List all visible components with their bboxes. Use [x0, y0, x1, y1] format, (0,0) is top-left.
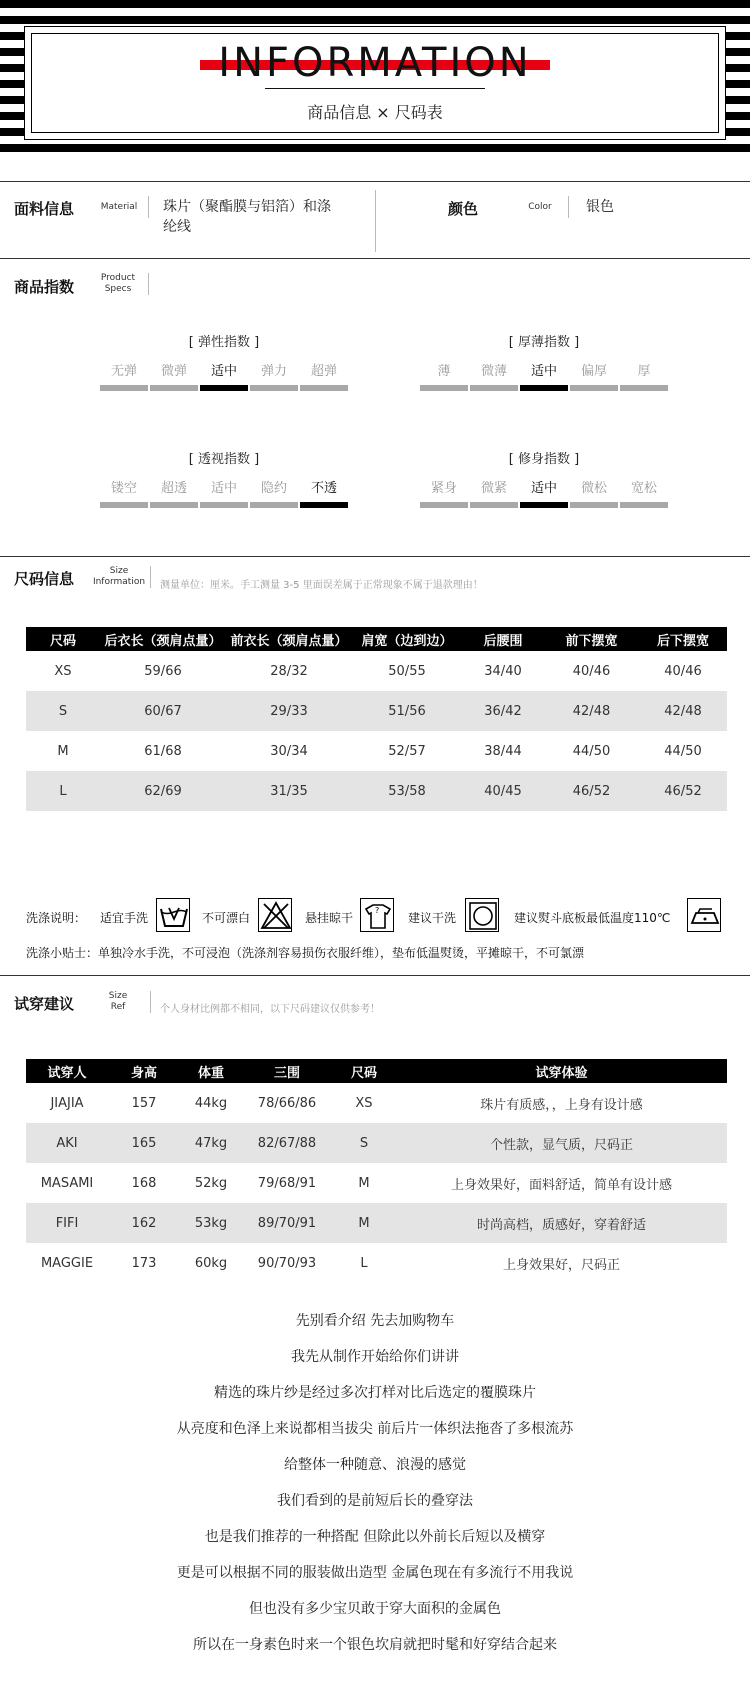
index-option — [520, 362, 568, 391]
table-header: 后衣长（颈肩点量） — [100, 627, 226, 651]
table-cell: AKI — [26, 1123, 108, 1163]
index-option-label: 适中 — [530, 481, 557, 496]
table-row — [26, 1163, 727, 1203]
table-cell: 上身效果好，尺码正 — [502, 1257, 620, 1273]
wash-tip: 洗涤小贴士：单独冷水手洗，不可浸泡（洗涤剂容易损伤衣服纤维），垫布低温熨烫，平摊晾干，不可氯漂 — [26, 946, 585, 960]
iron-icon — [687, 898, 721, 932]
index-option — [520, 479, 568, 508]
index-option-bar — [570, 385, 618, 391]
index-thickness — [420, 331, 670, 391]
table-cell: 珠片有质感，，上身有设计感 — [480, 1097, 643, 1113]
table-row — [26, 1123, 727, 1163]
table-header: 试穿体验 — [396, 1059, 727, 1083]
color-label: 颜色 — [448, 200, 479, 218]
table-cell: 34/40 — [484, 663, 522, 679]
table-cell: 个性款，显气质，尺码正 — [396, 1123, 727, 1163]
index-title: [ 弹性指数 ] — [188, 335, 260, 350]
table-cell: 44/50 — [572, 743, 611, 759]
hand-wash-icon — [156, 898, 190, 932]
table-row — [26, 771, 727, 811]
wash-item-hand-wash: 适宜手洗 — [100, 911, 149, 925]
index-option-label: 隐约 — [260, 481, 287, 496]
description-line: 更是可以根据不同的服装做出造型 金属色现在有多流行不用我说 — [176, 1565, 574, 1581]
table-cell: 168 — [131, 1175, 157, 1191]
index-option — [250, 479, 298, 508]
index-option-label: 适中 — [210, 481, 237, 496]
divider — [0, 975, 750, 976]
table-cell: M — [57, 743, 69, 759]
table-header: 身高 — [108, 1059, 180, 1083]
table-cell: JIAJIA — [50, 1095, 84, 1111]
index-option-label: 薄 — [437, 364, 451, 379]
index-option-label: 适中 — [210, 364, 237, 379]
table-header: 前衣长（颈肩点量） — [226, 627, 352, 651]
index-option-label: 适中 — [530, 364, 557, 379]
divider — [0, 556, 750, 557]
table-header: 后腰围 — [462, 627, 544, 651]
table-cell: 46/52 — [544, 771, 639, 811]
table-row — [26, 731, 727, 771]
index-option-label: 镂空 — [110, 481, 137, 496]
table-row — [26, 691, 727, 731]
table-cell: L — [26, 771, 100, 811]
table-cell: 82/67/88 — [242, 1123, 332, 1163]
index-option-bar — [470, 502, 518, 508]
header-subtitle: 商品信息 × 尺码表 — [307, 103, 443, 122]
table-header: 后下摆宽 — [639, 627, 727, 651]
divider — [0, 181, 750, 182]
table-cell: 52/57 — [388, 743, 426, 759]
table-cell: S — [26, 691, 100, 731]
table-cell: 36/42 — [462, 691, 544, 731]
table-cell: 162 — [108, 1203, 180, 1243]
table-cell: 44/50 — [664, 743, 702, 759]
table-header: 体重 — [180, 1059, 242, 1083]
index-option — [150, 362, 198, 391]
index-option-label: 超透 — [160, 481, 187, 496]
table-cell: 60/67 — [100, 691, 226, 731]
fit-note: 个人身材比例都不相同，以下尺码建议仅供参考！ — [160, 1004, 380, 1015]
material-value-line1: 珠片（聚酯膜与铝箔）和涤 — [163, 199, 331, 215]
index-option-label: 紧身 — [430, 481, 457, 496]
specs-label: 商品指数 — [14, 278, 75, 296]
table-cell: 89/70/91 — [242, 1203, 332, 1243]
header-title-underline — [265, 88, 485, 89]
table-cell: 30/34 — [270, 743, 308, 759]
table-cell: 53/58 — [352, 771, 462, 811]
table-cell: MAGGIE — [40, 1255, 94, 1271]
table-cell: 38/44 — [484, 743, 522, 759]
fit-label-en: Size Ref — [108, 991, 128, 1012]
table-cell: 79/68/91 — [257, 1175, 317, 1191]
table-header: 三围 — [242, 1059, 332, 1083]
description-line: 也是我们推荐的一种搭配 但除此以外前长后短以及横穿 — [204, 1529, 546, 1545]
table-header: 肩宽（边到边） — [352, 627, 462, 651]
index-option-bar — [300, 385, 348, 391]
index-option-bar — [150, 385, 198, 391]
table-cell: 62/69 — [100, 771, 226, 811]
index-option — [620, 479, 668, 508]
index-title: [ 修身指数 ] — [508, 452, 580, 467]
index-transparency — [100, 448, 350, 508]
table-cell: MASAMI — [40, 1175, 94, 1191]
index-option-bar — [520, 502, 568, 508]
material-label-en: Material — [100, 202, 138, 212]
table-cell: 52kg — [194, 1175, 228, 1191]
index-option-bar — [300, 502, 348, 508]
index-option — [150, 479, 198, 508]
index-option-label: 弹力 — [260, 364, 287, 379]
table-cell: 157 — [131, 1095, 157, 1111]
table-cell: 59/66 — [144, 663, 182, 679]
index-option-bar — [100, 502, 148, 508]
divider — [0, 258, 750, 259]
index-option — [200, 479, 248, 508]
color-value: 银色 — [586, 199, 614, 215]
index-option-bar — [100, 385, 148, 391]
description-line: 先别看介绍 先去加购物车 — [295, 1313, 455, 1329]
index-option — [300, 362, 348, 391]
color-label-en: Color — [528, 202, 552, 212]
description-line: 我们看到的是前短后长的叠穿法 — [277, 1493, 473, 1509]
index-option-bar — [520, 385, 568, 391]
index-elasticity — [100, 331, 350, 391]
size-info-note: 测量单位：厘米。手工测量 3-5 里面误差属于正常现象不属于退款理由！ — [160, 580, 483, 591]
size-table — [26, 627, 727, 811]
table-cell: 40/46 — [664, 663, 702, 679]
index-option-bar — [570, 502, 618, 508]
table-cell: 60kg — [194, 1255, 228, 1271]
index-option-bar — [620, 502, 668, 508]
index-option-label: 厚 — [637, 364, 651, 379]
description-line: 我先从制作开始给你们讲讲 — [291, 1349, 459, 1365]
table-cell: 时尚高档，质感好，穿着舒适 — [396, 1203, 727, 1243]
table-cell: FIFI — [26, 1203, 108, 1243]
index-option — [470, 479, 518, 508]
table-cell: 28/32 — [270, 663, 308, 679]
table-header: 尺码 — [26, 627, 100, 651]
table-cell: XS — [54, 663, 72, 679]
table-cell: 53kg — [180, 1203, 242, 1243]
size-info-label-en: Size Information — [92, 566, 146, 587]
index-title: [ 透视指数 ] — [188, 452, 260, 467]
table-cell: 42/48 — [639, 691, 727, 731]
index-option-label: 不透 — [310, 481, 337, 496]
fit-table — [26, 1059, 727, 1283]
table-row — [26, 1203, 727, 1243]
table-cell: 40/45 — [462, 771, 544, 811]
svg-text:?: ? — [375, 906, 380, 915]
description-line: 所以在一身素色时来一个银色坎肩就把时髦和好穿结合起来 — [193, 1637, 557, 1653]
index-option-label: 微弹 — [160, 364, 187, 379]
table-cell: 上身效果好，面料舒适，简单有设计感 — [450, 1177, 672, 1193]
index-option-bar — [200, 502, 248, 508]
table-cell: 50/55 — [388, 663, 426, 679]
wash-item-dry-clean: 建议干洗 — [408, 911, 457, 925]
description-line: 给整体一种随意、浪漫的感觉 — [284, 1457, 466, 1473]
table-row — [26, 1243, 727, 1283]
index-option — [100, 479, 148, 508]
index-option — [420, 479, 468, 508]
index-option — [570, 362, 618, 391]
index-option — [250, 362, 298, 391]
table-cell: 40/46 — [572, 663, 611, 679]
table-cell: M — [332, 1203, 396, 1243]
table-cell: L — [360, 1255, 368, 1271]
dry-clean-icon — [465, 898, 499, 932]
header-title: INFORMATION — [218, 40, 532, 86]
index-option-bar — [250, 502, 298, 508]
table-cell: 173 — [131, 1255, 157, 1271]
index-option-label: 偏厚 — [580, 364, 607, 379]
wash-item-iron: 建议熨斗底板最低温度110℃ — [514, 911, 671, 925]
table-cell: 165 — [108, 1123, 180, 1163]
index-option-bar — [470, 385, 518, 391]
index-option-label: 超弹 — [310, 364, 337, 379]
wash-item-hang-dry: 悬挂晾干 — [305, 911, 354, 925]
table-cell: 90/70/93 — [257, 1255, 317, 1271]
index-option — [570, 479, 618, 508]
index-option-label: 微薄 — [480, 364, 507, 379]
index-option-bar — [620, 385, 668, 391]
hang-dry-icon — [360, 898, 394, 932]
fit-label: 试穿建议 — [14, 995, 75, 1013]
index-option — [620, 362, 668, 391]
index-option-bar — [150, 502, 198, 508]
table-header: 前下摆宽 — [544, 627, 639, 651]
index-option — [100, 362, 148, 391]
index-option-label: 微紧 — [480, 481, 507, 496]
index-option-label: 微松 — [580, 481, 607, 496]
description-line: 精选的珠片纱是经过多次打样对比后选定的覆膜珠片 — [214, 1385, 536, 1401]
table-cell: 31/35 — [226, 771, 352, 811]
index-option-bar — [420, 385, 468, 391]
index-option — [300, 479, 348, 508]
index-option — [200, 362, 248, 391]
table-header: 试穿人 — [26, 1059, 108, 1083]
table-cell: 42/48 — [544, 691, 639, 731]
index-option-bar — [420, 502, 468, 508]
index-fit — [420, 448, 670, 508]
table-cell: 51/56 — [352, 691, 462, 731]
table-cell: XS — [355, 1095, 373, 1111]
size-info-label: 尺码信息 — [14, 570, 75, 588]
description-line: 从亮度和色泽上来说都相当拔尖 前后片一体织法拖沓了多根流苏 — [176, 1421, 574, 1437]
index-option-bar — [200, 385, 248, 391]
material-value-line2: 纶线 — [163, 219, 191, 235]
wash-item-no-bleach: 不可漂白 — [202, 911, 251, 925]
index-option — [470, 362, 518, 391]
index-option-label: 宽松 — [630, 481, 657, 496]
table-cell: S — [332, 1123, 396, 1163]
table-cell: 78/66/86 — [257, 1095, 317, 1111]
table-cell: 29/33 — [226, 691, 352, 731]
specs-label-en: Product Specs — [100, 273, 136, 294]
no-bleach-icon — [258, 898, 292, 932]
table-row — [26, 651, 727, 691]
table-cell: 61/68 — [144, 743, 182, 759]
table-cell: M — [358, 1175, 370, 1191]
description-line: 但也没有多少宝贝敢于穿大面积的金属色 — [249, 1601, 501, 1617]
table-header: 尺码 — [332, 1059, 396, 1083]
table-cell: 44kg — [194, 1095, 228, 1111]
table-cell: 46/52 — [639, 771, 727, 811]
table-cell: 47kg — [180, 1123, 242, 1163]
material-label: 面料信息 — [14, 200, 75, 218]
table-row — [26, 1083, 727, 1123]
index-title: [ 厚薄指数 ] — [508, 335, 580, 350]
wash-label: 洗涤说明： — [26, 911, 87, 925]
index-option — [420, 362, 468, 391]
index-option-bar — [250, 385, 298, 391]
index-option-label: 无弹 — [110, 364, 137, 379]
